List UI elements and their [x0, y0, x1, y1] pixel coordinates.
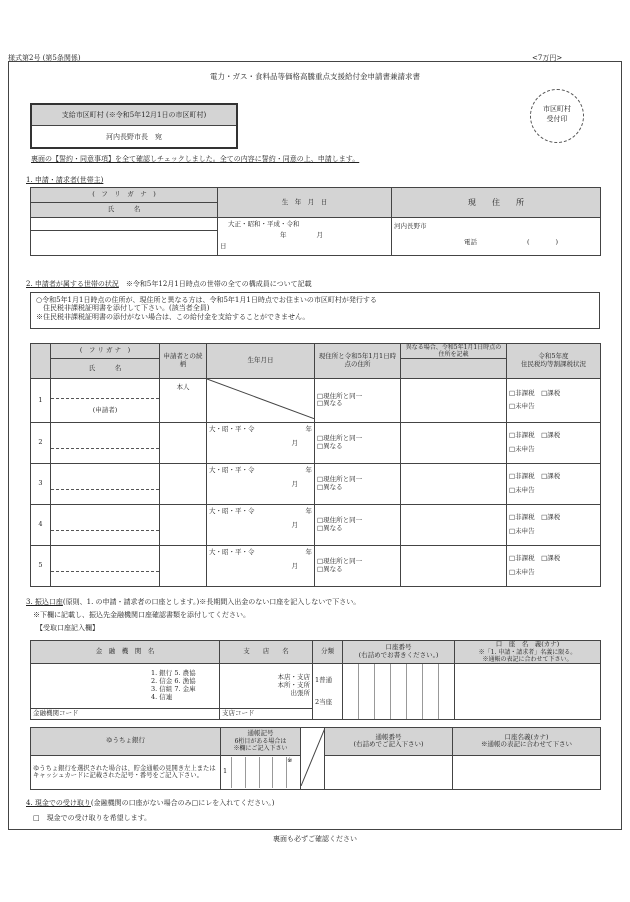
unfiled-check[interactable]: □未申告: [509, 444, 535, 453]
relation[interactable]: [160, 504, 207, 545]
acct-header: [343, 641, 455, 664]
kind-header: 分類: [313, 641, 343, 664]
s4-title-line: [26, 799, 274, 807]
nontax-check[interactable]: □非課税: [509, 513, 535, 521]
cash-option[interactable]: □ 現金での受け取りを希望します。: [33, 814, 152, 822]
row-number: 1: [31, 379, 51, 423]
household-table: [30, 343, 601, 379]
slash-cell: [301, 728, 325, 790]
s4-note: (金融機関の口座がない場合のみ□にレを入れてください。): [90, 799, 275, 807]
branch-types[interactable]: [220, 664, 313, 709]
table-row: [31, 463, 601, 504]
relation[interactable]: [160, 463, 207, 504]
footer: 裏面も必ずご確認ください: [273, 835, 357, 843]
s2-info1: ○令和5年1月1日時点の住所が、現住所と異なる方は、令和5年1月1日時点でお住まいの市区町村が発行する: [36, 296, 377, 304]
s2-note: ※令和5年12月1日時点の世帯の全ての構成員について記載: [125, 280, 312, 288]
tax-status[interactable]: [507, 504, 601, 545]
stamp-line1: 市区町村: [543, 105, 571, 113]
acct-header-label: 口座番号: [385, 643, 412, 652]
household-body: [30, 378, 601, 587]
member-name[interactable]: [51, 463, 160, 504]
era-short: 大・昭・平・令: [209, 506, 255, 515]
yholder-header: [453, 728, 601, 756]
address-header: 現 住 所: [392, 188, 601, 218]
tsuki: 月: [291, 520, 298, 529]
addr-check[interactable]: [315, 463, 401, 504]
s2-title-line: [26, 280, 312, 288]
member-name[interactable]: [51, 379, 160, 423]
prev-address[interactable]: [401, 545, 507, 586]
addressee: 河内長野市長 宛: [106, 133, 162, 141]
era-short: 大・昭・平・令: [209, 547, 255, 556]
no-label: 通帳番号: [375, 732, 402, 741]
era-short: 大・昭・平・令: [209, 424, 255, 433]
differ-check[interactable]: □異なる: [317, 399, 343, 408]
applicant-table: [30, 187, 601, 256]
holder-note2: ※通帳の表記に合わせて下さい。: [482, 655, 573, 663]
honnin: 本人: [176, 383, 190, 391]
tax-status[interactable]: [507, 545, 601, 586]
differ-check[interactable]: □異なる: [317, 482, 343, 491]
tax-status[interactable]: [507, 422, 601, 463]
stamp-line2: 受付印: [546, 115, 568, 124]
payer-label: 支給市区町村 (※令和5年12月1日の市区町村): [32, 105, 236, 126]
s3-title-rest: (原則、1. の申請・請求者の口座とします。)※長期間入出金のない口座を記入しないで下さい。: [62, 598, 361, 606]
holder-note1: ※「1. 申請・請求者」名義に限る。: [478, 648, 577, 656]
tsuki: 月: [291, 438, 298, 447]
sym-label: 通帳記号: [247, 729, 274, 738]
relation[interactable]: [160, 379, 207, 423]
row-number: 2: [31, 422, 51, 463]
member-dob[interactable]: [207, 422, 315, 463]
row-number: 3: [31, 463, 51, 504]
member-name[interactable]: [51, 422, 160, 463]
yucho-header: ゆうちょ銀行: [31, 728, 221, 756]
member-dob[interactable]: [207, 463, 315, 504]
bank-header: 金 融 機 関 名: [31, 641, 220, 664]
h-tax-line1: 令和5年度: [538, 352, 569, 361]
addr-check[interactable]: [315, 379, 401, 423]
furigana-input[interactable]: [31, 218, 218, 231]
acct-header-note: (右詰めでお書きください。): [358, 651, 439, 660]
h-tax: [507, 344, 601, 379]
payer-box: [30, 103, 238, 149]
reception-stamp: [530, 89, 584, 143]
h-tax-line2: 住民税均等割課税状況: [521, 360, 586, 369]
confirm-statement: 裏面の【誓約・同意事項】を全て確認しチェックしました。全ての内容に誓約・同意の上、申請します。: [31, 155, 360, 163]
era-options: 大正・昭和・平成・令和: [228, 220, 300, 228]
no-note: (右詰めでご記入下さい): [353, 740, 424, 749]
yholder-note: ※通帳の表記に合わせて下さい: [481, 740, 572, 749]
furigana-header: ( フ リ ガ ナ ): [31, 188, 218, 203]
tax-check[interactable]: □課税: [541, 472, 561, 480]
same-check[interactable]: □現住所と同一: [317, 475, 363, 483]
branch-header: 支 店 名: [220, 641, 313, 664]
types1: 1. 銀行 5. 農協: [151, 669, 196, 678]
addr-check[interactable]: [315, 422, 401, 463]
types4: 4. 信連: [151, 692, 173, 701]
ordinary: 1普通: [315, 675, 333, 684]
slash-line: [301, 728, 325, 786]
table-row: [31, 504, 601, 545]
table-row: [31, 545, 601, 586]
table-row: [31, 379, 601, 423]
year-label: 年: [280, 230, 287, 239]
types3: 3. 信組 7. 金庫: [151, 685, 196, 694]
s3-title-line: [26, 598, 360, 606]
applicant-label: (申請者): [92, 405, 118, 414]
same-check[interactable]: □現住所と同一: [317, 516, 363, 524]
dob-input[interactable]: [218, 218, 392, 256]
sym-one: 1: [223, 767, 228, 776]
household-rows: [30, 378, 601, 587]
holder-header: [455, 641, 601, 664]
member-name[interactable]: [51, 545, 160, 586]
prev-address[interactable]: [401, 504, 507, 545]
row-number: 4: [31, 504, 51, 545]
tel-label: 電話: [464, 237, 477, 246]
sym-note2: ※欄にご記入下さい: [233, 745, 288, 753]
unfiled-check[interactable]: □未申告: [509, 402, 535, 411]
table-row: [31, 422, 601, 463]
sym-input[interactable]: [221, 755, 301, 789]
tsuki: 月: [291, 561, 298, 570]
tax-status[interactable]: [507, 463, 601, 504]
acct-digits[interactable]: [343, 664, 455, 720]
branch-code[interactable]: 支店コード: [220, 708, 313, 719]
nen: 年: [305, 506, 312, 515]
s2-info3: ※住民税非課税証明書の添付がない場合は、この給付金を支給することができません。: [36, 312, 310, 321]
tax-check[interactable]: □課税: [541, 554, 561, 562]
name-header: 氏 名: [31, 203, 218, 218]
nontax-check[interactable]: □非課税: [509, 554, 535, 562]
member-dob[interactable]: [207, 545, 315, 586]
h-relation: 申請者との続柄: [160, 344, 207, 379]
s2-info-box: [30, 292, 600, 329]
unfiled-check[interactable]: □未申告: [509, 526, 535, 535]
s4-title: 4. 現金での受け取り: [26, 799, 91, 807]
yholder-label: 口座名義(カナ): [504, 732, 549, 741]
same-check[interactable]: □現住所と同一: [317, 391, 363, 400]
same-check[interactable]: □現住所と同一: [317, 557, 363, 565]
month-label: 月: [316, 230, 323, 239]
no-input[interactable]: [325, 755, 453, 789]
h-dob: 生年月日: [207, 344, 315, 379]
same-check[interactable]: □現住所と同一: [317, 434, 363, 442]
addr-check[interactable]: [315, 545, 401, 586]
bank-code[interactable]: 金融機関コード: [31, 708, 220, 719]
form-title: 電力・ガス・食料品等価格高騰重点支援給付金申請書兼請求書: [210, 72, 420, 81]
unfiled-check[interactable]: □未申告: [509, 567, 535, 576]
tax-check[interactable]: □課税: [541, 513, 561, 521]
current: 2当座: [315, 697, 333, 706]
h-address: 現住所と令和5年1月1日時点の住所: [315, 344, 401, 379]
tsuki: 月: [291, 479, 298, 488]
s2-title: 2. 申請者が属する世帯の状況: [26, 280, 119, 288]
nontax-check[interactable]: □非課税: [509, 431, 535, 439]
member-dob[interactable]: [207, 504, 315, 545]
bank-table: [30, 640, 601, 720]
name-input[interactable]: [31, 231, 218, 256]
diagonal-line: [207, 379, 315, 419]
h-diff-address: 異なる場合、令和5年1月1日時点の住所を記載: [401, 344, 507, 359]
no-header: [31, 344, 51, 379]
differ-check[interactable]: □異なる: [317, 441, 343, 450]
tel-parens: ( ): [527, 237, 559, 246]
s1-title: 1. 申請・請求者(世帯主): [26, 176, 104, 184]
address-input[interactable]: [392, 218, 601, 256]
s3-title: 3. 振込口座: [26, 598, 63, 606]
br3: 出張所: [290, 688, 310, 697]
prev-address[interactable]: [401, 463, 507, 504]
h-diff-blank: [401, 359, 507, 379]
differ-check[interactable]: □異なる: [317, 523, 343, 532]
row-number: 5: [31, 545, 51, 586]
dob-header: 生 年 月 日: [218, 188, 392, 218]
holder-input[interactable]: [455, 664, 601, 720]
sym-header: [221, 728, 301, 756]
yucho-note: ゆうちょ銀行を選択された場合は、貯金通帳の見開き左上またはキャッシュカードに記載された記号・番号をご記入下さい。: [31, 755, 221, 789]
form-number: 様式第2号 (第5条関係): [8, 54, 81, 62]
sym-star: ※: [286, 757, 300, 788]
member-name[interactable]: [51, 504, 160, 545]
city-name: 河内長野市: [394, 222, 427, 230]
no-header-y: [325, 728, 453, 756]
bank-types[interactable]: [31, 664, 220, 709]
nen: 年: [305, 424, 312, 433]
dob-diag: [207, 379, 315, 423]
sym-note1: 6桁目がある場合は: [234, 738, 287, 746]
yholder-input[interactable]: [453, 755, 601, 789]
tax-status[interactable]: [507, 379, 601, 423]
differ-check[interactable]: □異なる: [317, 564, 343, 573]
addr-check[interactable]: [315, 504, 401, 545]
amount-label: <7万円>: [532, 54, 563, 62]
day-label: 日: [220, 241, 227, 250]
br2: 本所・支所: [277, 681, 310, 690]
nen: 年: [305, 465, 312, 474]
h-furigana: ( フ リ ガ ナ ): [51, 344, 160, 359]
prev-address[interactable]: [401, 379, 507, 423]
era-short: 大・昭・平・令: [209, 465, 255, 474]
nontax-check[interactable]: □非課税: [509, 388, 535, 397]
tax-check[interactable]: □課税: [541, 431, 561, 439]
nen: 年: [305, 547, 312, 556]
s2-info2: 住民税非課税証明書を添付して下さい。(該当者全員): [36, 304, 210, 313]
yucho-table: [30, 727, 601, 790]
prev-address[interactable]: [401, 422, 507, 463]
relation[interactable]: [160, 545, 207, 586]
br1: 本店・支店: [277, 673, 310, 682]
holder-label: 口 座 名 義(カナ): [495, 640, 560, 648]
tax-check[interactable]: □課税: [541, 388, 561, 397]
s3-label: 【受取口座記入欄】: [36, 624, 99, 632]
s3-note: ※下欄に記載し、振込先金融機関口座確認書類を添付してください。: [33, 611, 250, 619]
nontax-check[interactable]: □非課税: [509, 472, 535, 480]
relation[interactable]: [160, 422, 207, 463]
kind-options[interactable]: [313, 664, 343, 720]
unfiled-check[interactable]: □未申告: [509, 485, 535, 494]
h-name: 氏 名: [51, 359, 160, 379]
types2: 2. 信金 6. 漁協: [151, 677, 196, 686]
